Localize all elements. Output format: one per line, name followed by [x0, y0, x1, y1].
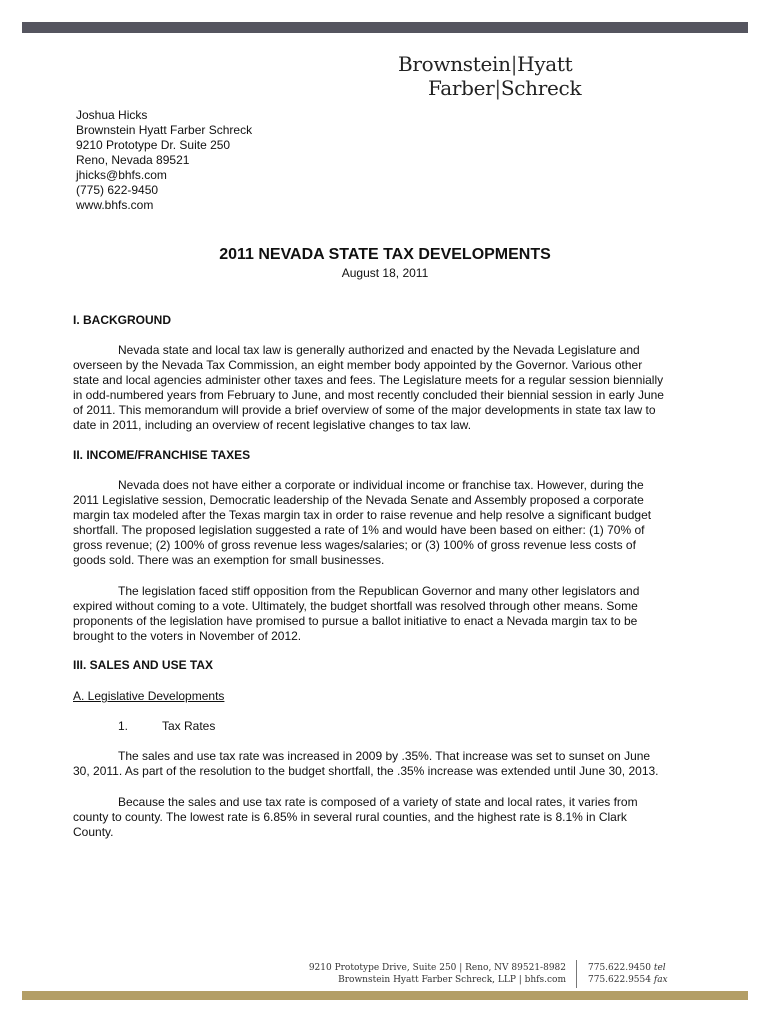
- tax-rates-item-number: 1.: [118, 719, 129, 733]
- sales-heading: III. SALES AND USE TAX: [73, 658, 214, 672]
- footer-address-line-2: Brownstein Hyatt Farber Schreck, LLP | bhfs.com: [338, 975, 566, 985]
- sender-firm: Brownstein Hyatt Farber Schreck: [76, 123, 253, 137]
- tax-rates-item-label: Tax Rates: [162, 719, 216, 733]
- footer-contact: [588, 962, 668, 986]
- top-color-bar: [22, 22, 748, 33]
- footer-fax: 775.622.9554: [588, 975, 651, 985]
- document-title: 2011 NEVADA STATE TAX DEVELOPMENTS: [219, 246, 551, 263]
- footer-tel: 775.622.9450: [588, 963, 651, 973]
- income-paragraph-1: [73, 478, 697, 568]
- document-date: August 18, 2011: [341, 266, 429, 280]
- sender-address: 9210 Prototype Dr. Suite 250: [76, 138, 231, 152]
- income-paragraph-1-text: Nevada does not have either a corporate or individual income or franchise tax. However, during the 2011 Legislative session, Democratic leadership of the Nevada Senate and Assembly proposed a corporate margin tax modeled after the Texas margin tax in order to raise revenue and help resolve a significant budget shortfall. The proposed legislation suggested a rate of 1% and would have been based on either: (1) 70% of gross revenue; (2) 100% of gross revenue less wages/salaries; or (3) 100% of gross revenue less costs of goods sold. There was an exemption for small businesses.: [73, 478, 652, 567]
- background-heading: I. BACKGROUND: [73, 313, 171, 327]
- footer-address-line-1: 9210 Prototype Drive, Suite 250 | Reno, NV 89521-8982: [308, 963, 566, 973]
- firm-logo: [398, 52, 598, 100]
- sales-paragraph-1: [73, 749, 697, 779]
- sender-website[interactable]: www.bhfs.com: [76, 198, 154, 212]
- sales-paragraph-1-text: The sales and use tax rate was increased in 2009 by .35%. That increase was set to sunset on June 30, 2011. As part of the resolution to the budget shortfall, the .35% increase was extended until June 30, 2013.: [73, 749, 659, 778]
- sender-block: [76, 108, 252, 213]
- income-paragraph-2: [73, 584, 697, 644]
- logo-hyatt: Hyatt: [517, 52, 573, 76]
- logo-separator: |: [494, 76, 501, 100]
- sender-phone: (775) 622-9450: [76, 183, 159, 197]
- sales-paragraph-2-text: Because the sales and use tax rate is composed of a variety of state and local rates, it varies from county to county. The lowest rate is 6.85% in several rural counties, and the highest rate is 8.1% in Clark County.: [73, 795, 638, 839]
- footer-tel-label: tel: [653, 963, 666, 973]
- tax-rates-item: [118, 719, 215, 733]
- background-paragraph-text: Nevada state and local tax law is generally authorized and enacted by the Nevada Legislature and overseen by the Nevada Tax Commission, an eight member body appointed by the Governor. Various other state and local agencies administer other taxes and fees. The Legislature meets for a regular session biennially in odd-numbered years from February to June, and most recently concluded their biennial session in early June of 2011. This memorandum will provide a brief overview of some of the major developments in state tax law to date in 2011, including an overview of recent legislative changes to tax law.: [73, 343, 664, 432]
- income-paragraph-2-text: The legislation faced stiff opposition from the Republican Governor and many other legislators and expired without coming to a vote. Ultimately, the budget shortfall was resolved through other means. Some proponents of the legislation have promised to pursue a ballot initiative to enact a Nevada margin tax to be brought to the voters in November of 2012.: [73, 584, 640, 643]
- footer-divider: [576, 960, 577, 988]
- sender-name: Joshua Hicks: [76, 108, 148, 122]
- logo-separator: |: [510, 52, 518, 76]
- sender-email[interactable]: jhicks@bhfs.com: [76, 168, 167, 182]
- background-paragraph: [73, 343, 697, 433]
- logo-schreck: Schreck: [500, 76, 582, 100]
- income-heading: II. INCOME/FRANCHISE TAXES: [73, 448, 251, 462]
- footer-fax-label: fax: [653, 975, 668, 985]
- sales-paragraph-2: [73, 795, 697, 840]
- logo-brownstein: Brownstein: [398, 52, 511, 76]
- legislative-developments-subheading: A. Legislative Developments: [73, 689, 225, 703]
- logo-farber: Farber: [428, 76, 495, 100]
- footer-address: [300, 962, 566, 986]
- bottom-color-bar: [22, 991, 748, 1000]
- sender-city: Reno, Nevada 89521: [76, 153, 190, 167]
